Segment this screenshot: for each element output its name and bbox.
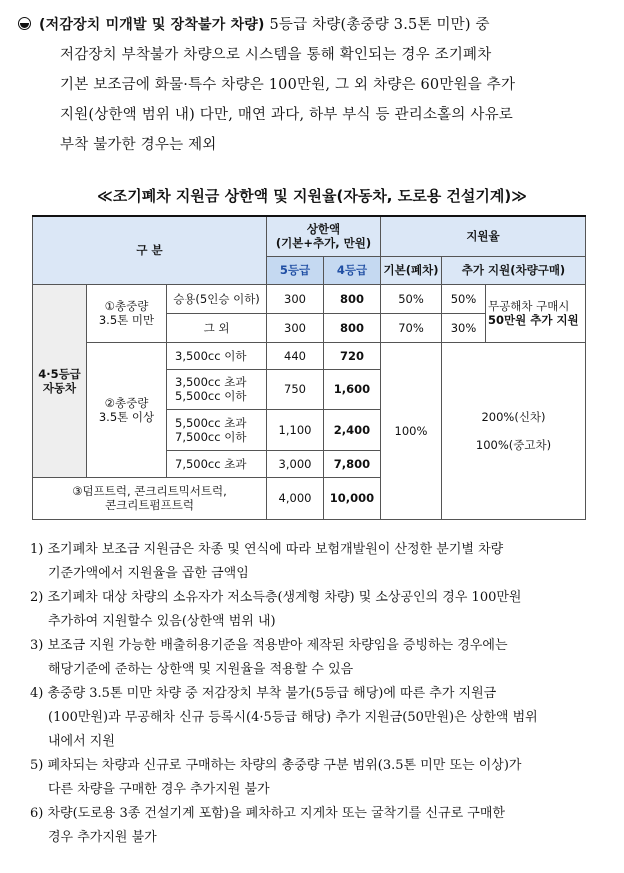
sub1-row2-g4: 800 xyxy=(324,313,381,342)
sub2-row3-g4: 2,400 xyxy=(324,409,381,450)
header-grade5: 5등급 xyxy=(267,256,324,284)
common-base-rate: 100% xyxy=(381,342,442,519)
footnote-5: 5) 폐차되는 차량과 신규로 구매하는 차량의 총중량 구분 범위(3.5톤 미만 또는 이상)가 다른 차량을 구매한 경우 추가지원 불가 xyxy=(30,758,522,797)
footnote-1: 1) 조기폐차 보조금 지원금은 차종 및 연식에 따라 보험개발원이 산정한 분기별 차량 기준가액에서 지원율을 곱한 금액임 xyxy=(30,542,504,581)
row3-g4: 10,000 xyxy=(324,477,381,519)
intro-line-5: 부착 불가한 경우는 제외 xyxy=(60,137,217,153)
intro-paragraph xyxy=(18,10,608,160)
sub2-label: ②총중량 3.5톤 이상 xyxy=(87,342,167,477)
sub2-row2-type: 3,500cc 초과 5,500cc 이하 xyxy=(167,369,267,409)
sub1-row1-base: 50% xyxy=(381,284,442,313)
sub2-row4-g4: 7,800 xyxy=(324,450,381,477)
header-rate-extra: 추가 지원(차량구매) xyxy=(442,256,586,284)
header-grade4: 4등급 xyxy=(324,256,381,284)
sub1-row1-g4: 800 xyxy=(324,284,381,313)
sub1-label: ①총중량 3.5톤 미만 xyxy=(87,284,167,342)
sub2-row3-g5: 1,100 xyxy=(267,409,324,450)
footnote-4: 4) 총중량 3.5톤 미만 차량 중 저감장치 부착 불가(5등급 해당)에 따른 추가 지원금 (100만원)과 무공해차 신규 등록시(4·5등급 해당) 추가 지원금(50만원)은 상한액 범위 내에서 지원 xyxy=(30,686,538,749)
sub2-row1-type: 3,500cc 이하 xyxy=(167,342,267,369)
half-circle-bullet-icon xyxy=(18,17,31,30)
intro-line-1 xyxy=(18,10,608,40)
row3-g5: 4,000 xyxy=(267,477,324,519)
sub1-row1-extra: 50% xyxy=(442,284,486,313)
group-label: 4·5등급 자동차 xyxy=(33,284,87,477)
sub1-row2-g5: 300 xyxy=(267,313,324,342)
header-category: 구 분 xyxy=(33,216,267,284)
sub1-row1-g5: 300 xyxy=(267,284,324,313)
footnote-6: 6) 차량(도로용 3종 건설기계 포함)을 폐차하고 지게차 또는 굴착기를 신규로 구매한 경우 추가지원 불가 xyxy=(30,806,505,845)
sub1-note: 무공해차 구매시 50만원 추가 지원 xyxy=(486,284,586,342)
sub2-row4-type: 7,500cc 초과 xyxy=(167,450,267,477)
footnote-2: 2) 조기폐차 대상 차량의 소유자가 저소득층(생계형 차량) 및 소상공인의 경우 100만원 추가하여 지원할수 있음(상한액 범위 내) xyxy=(30,590,522,629)
sub2-row3-type: 5,500cc 초과 7,500cc 이하 xyxy=(167,409,267,450)
subsidy-table xyxy=(32,215,586,520)
sub1-row2-extra: 30% xyxy=(442,313,486,342)
sub2-row1-g5: 440 xyxy=(267,342,324,369)
sub2-row1-g4: 720 xyxy=(324,342,381,369)
header-rate: 지원율 xyxy=(381,216,586,256)
sub2-row4-g5: 3,000 xyxy=(267,450,324,477)
header-rate-base: 기본(폐차) xyxy=(381,256,442,284)
footnotes xyxy=(30,538,610,850)
sub2-row2-g4: 1,600 xyxy=(324,369,381,409)
sub1-row2-base: 70% xyxy=(381,313,442,342)
row3-label: ③덤프트럭, 콘크리트믹서트럭, 콘크리트펌프트럭 xyxy=(33,477,267,519)
intro-heading: (저감장치 미개발 및 장착불가 차량) xyxy=(39,17,265,33)
intro-line-2: 저감장치 부착불가 차량으로 시스템을 통해 확인되는 경우 조기폐차 xyxy=(60,47,492,63)
intro-line-4: 지원(상한액 범위 내) 다만, 매연 과다, 하부 부식 등 관리소홀의 사유로 xyxy=(60,107,514,123)
sub2-row2-g5: 750 xyxy=(267,369,324,409)
intro-line-1-rest: 5등급 차량(총중량 3.5톤 미만) 중 xyxy=(264,17,490,33)
table-title: ≪조기폐차 지원금 상한액 및 지원율(자동차, 도로용 건설기계)≫ xyxy=(97,187,527,205)
sub1-row2-type: 그 외 xyxy=(167,313,267,342)
header-limit: 상한액 (기본+추가, 만원) xyxy=(267,216,381,256)
sub1-row1-type: 승용(5인승 이하) xyxy=(167,284,267,313)
common-extra-rate: 200%(신차) 100%(중고차) xyxy=(442,342,586,519)
footnote-3: 3) 보조금 지원 가능한 배출허용기준을 적용받아 제작된 차량임을 증빙하는 경우에는 해당기준에 준하는 상한액 및 지원율을 적용할 수 있음 xyxy=(30,638,508,677)
intro-line-3: 기본 보조금에 화물·특수 차량은 100만원, 그 외 차량은 60만원을 추가 xyxy=(60,77,516,93)
